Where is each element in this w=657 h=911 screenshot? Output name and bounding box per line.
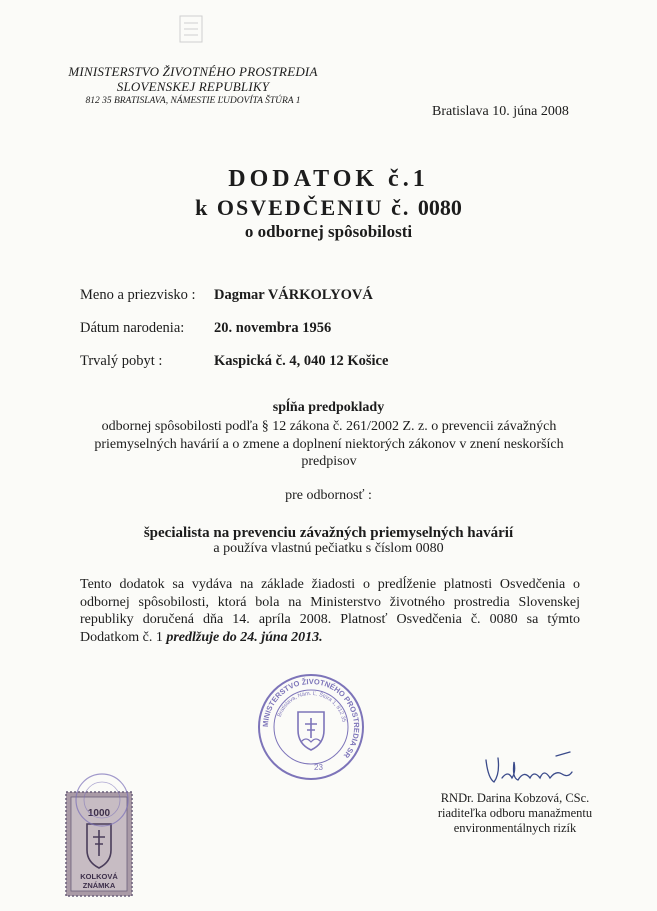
- signatory-role-2: environmentálnych rizík: [453, 821, 577, 835]
- document-subtitle: [0, 195, 657, 221]
- field-label-birthdate: Dátum narodenia:: [80, 320, 185, 336]
- field-label-residence: Trvalý pobyt :: [80, 353, 163, 369]
- issue-date: Bratislava 10. júna 2008: [432, 104, 569, 119]
- scan-mark-icon: [178, 14, 204, 44]
- handwritten-signature: [478, 748, 578, 790]
- document-subtitle-2: o odbornej spôsobilosti: [244, 222, 413, 241]
- stamp-usage-text: a používa vlastnú pečiatku s číslom 0080: [213, 541, 444, 556]
- revenue-value: 1000: [87, 808, 111, 819]
- stamp-number: 23: [314, 763, 323, 772]
- revenue-stamp: [62, 770, 138, 900]
- field-value-residence: Kaspická č. 4, 040 12 Košice: [214, 353, 389, 369]
- field-value-name: Dagmar VÁRKOLYOVÁ: [214, 287, 373, 303]
- stamp-ring-text: MINISTERSTVO ŽIVOTNÉHO PROSTREDIA SR: [260, 676, 362, 760]
- certificate-number: 0080: [417, 195, 462, 220]
- expertise-label: pre odbornosť :: [285, 488, 372, 503]
- signatory-block: [400, 791, 630, 836]
- field-value-birthdate: 20. novembra 1956: [214, 320, 332, 336]
- stamp-inner-text: Bratislava, Nám. Ľ. Štúra 1, 812 35: [276, 690, 347, 723]
- specialization: špecialista na prevenciu závažných priemyselných havárií: [143, 525, 514, 541]
- document-title: DODATOK č.1: [228, 166, 429, 192]
- ministry-name-line1: MINISTERSTVO ŽIVOTNÉHO PROSTREDIA: [68, 64, 318, 79]
- revenue-label-2: ZNÁMKA: [82, 881, 116, 890]
- official-round-stamp: [256, 672, 366, 782]
- subtitle-prefix: k OSVEDČENIU č.: [195, 195, 411, 220]
- legal-basis-text: odbornej spôsobilosti podľa § 12 zákona č. 261/2002 Z. z. o prevencii závažných priemyselných havárií a o zmene a doplnení niektorých zákonov v znení neskorších predpisov: [94, 419, 564, 469]
- field-label-name: Meno a priezvisko :: [80, 287, 196, 303]
- ministry-address: 812 35 BRATISLAVA, NÁMESTIE ĽUDOVÍTA ŠTÚRA 1: [85, 96, 301, 106]
- ministry-name-line2: SLOVENSKEJ REPUBLIKY: [116, 79, 270, 94]
- revenue-label-1: KOLKOVÁ: [80, 872, 118, 881]
- validity-extension: predlžuje do 24. júna 2013.: [166, 629, 323, 645]
- body-text-main: Tento dodatok sa vydáva na základe žiadosti o predĺženie platnosti Osvedčenia o odbornej spôsobilosti, ktorá bola na Ministerstvo životného prostredia Slovenskej republiky doručená dňa 14. apríla 2008. Platnosť Osvedčenia č. 0080 sa týmto Dodatkom č. 1: [80, 577, 580, 645]
- body-paragraph: [80, 576, 580, 646]
- conditions-heading: spĺňa predpoklady: [272, 400, 385, 415]
- signatory-name: RNDr. Darina Kobzová, CSc.: [440, 791, 590, 805]
- signatory-role-1: riaditeľka odboru manažmentu: [437, 806, 593, 820]
